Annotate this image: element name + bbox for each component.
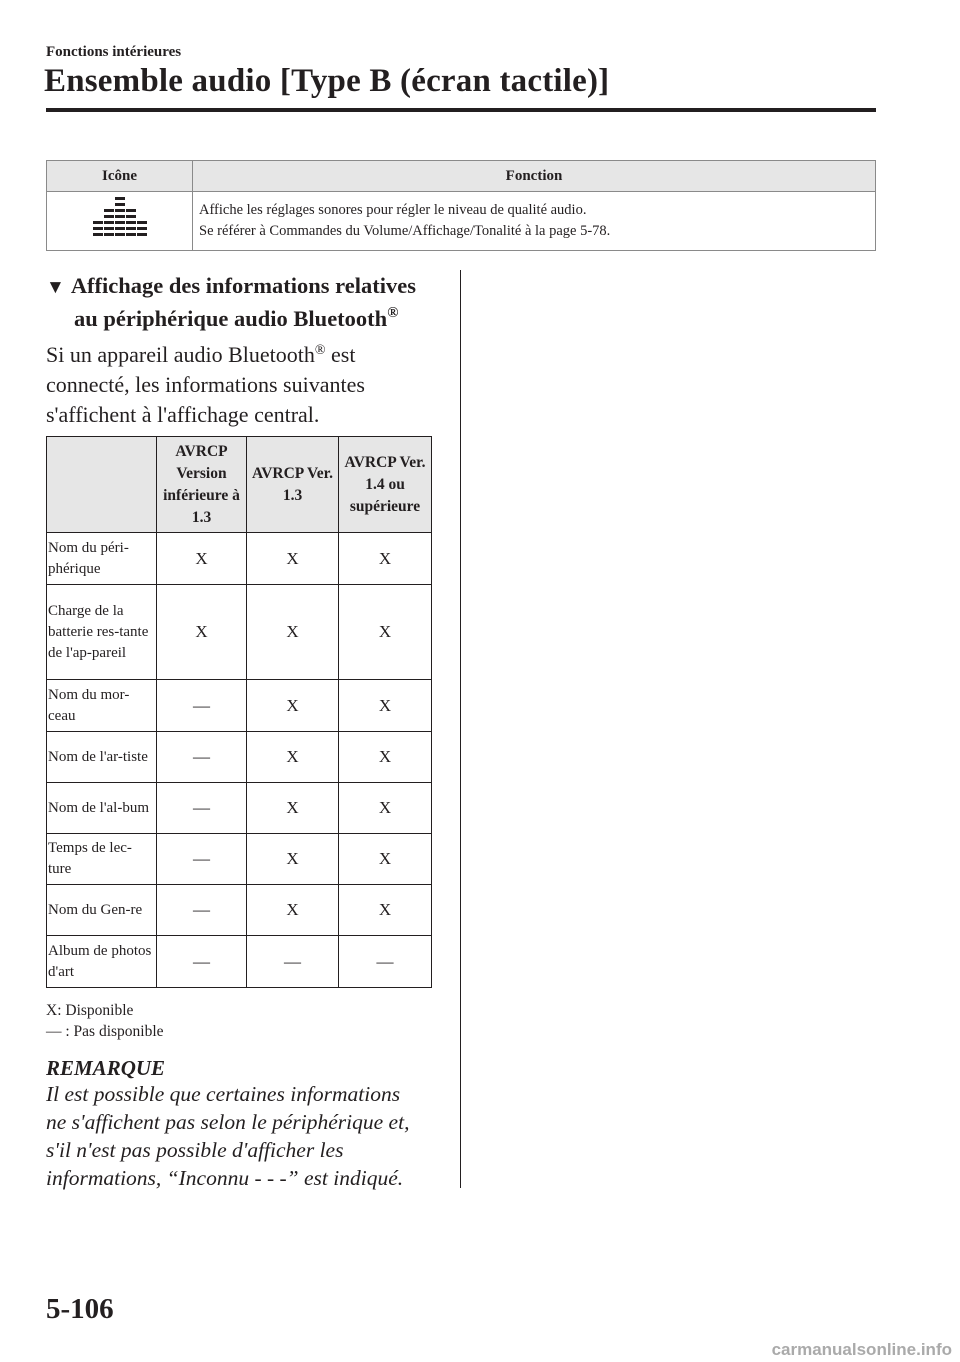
- row-label: Temps de lec-ture: [47, 834, 157, 885]
- row-label: Album de photos d'art: [47, 936, 157, 988]
- value-cell: —: [157, 783, 247, 834]
- column-divider: [460, 270, 461, 1188]
- column-header-icon: Icône: [47, 161, 193, 192]
- value-cell: —: [157, 885, 247, 936]
- watermark-link[interactable]: carmanualsonline.info: [771, 1340, 952, 1359]
- function-text-line1: Affiche les réglages sonores pour régler le niveau de qualité audio.: [199, 202, 587, 218]
- table-header-row: [47, 437, 432, 533]
- row-label: Nom de l'al-bum: [47, 783, 157, 834]
- value-cell: X: [247, 732, 339, 783]
- value-cell: X: [247, 585, 339, 680]
- intro-paragraph: [46, 340, 446, 430]
- availability-table: [46, 436, 432, 988]
- equalizer-icon: [93, 195, 147, 241]
- value-cell: —: [157, 834, 247, 885]
- column-header-avrcp-1-4-plus: AVRCP Ver. 1.4 ou supérieure: [339, 437, 432, 533]
- table-row: [47, 533, 432, 585]
- value-cell: X: [339, 783, 432, 834]
- value-cell: —: [157, 936, 247, 988]
- table-row: [47, 834, 432, 885]
- heading-line2: au périphérique audio Bluetooth: [74, 306, 388, 331]
- row-label: Nom du mor-ceau: [47, 680, 157, 732]
- legend-unavailable: — : Pas disponible: [46, 1023, 164, 1040]
- table-row: [47, 680, 432, 732]
- heading-marker: ▼: [46, 277, 65, 298]
- value-cell: X: [339, 585, 432, 680]
- value-cell: —: [157, 732, 247, 783]
- note-line2: ne s'affichent pas selon le périphérique et,: [46, 1110, 410, 1134]
- value-cell: X: [247, 834, 339, 885]
- registered-mark: ®: [387, 305, 399, 321]
- intro-line2: connecté, les informations suivantes: [46, 372, 365, 397]
- heading-line1: Affichage des informations relatives: [70, 273, 416, 298]
- row-label: Nom du Gen-re: [47, 885, 157, 936]
- table-header-row: [47, 161, 876, 192]
- row-label: Charge de la batterie res-tante de l'ap-pareil: [47, 585, 157, 680]
- legend-available: X: Disponible: [46, 1002, 134, 1019]
- value-cell: X: [157, 585, 247, 680]
- intro-registered-mark: ®: [314, 343, 326, 358]
- intro-line3: s'affichent à l'affichage central.: [46, 402, 320, 427]
- value-cell: X: [247, 680, 339, 732]
- table-row: [47, 192, 876, 251]
- value-cell: —: [339, 936, 432, 988]
- function-text-line2: Se référer à Commandes du Volume/Affichage/Tonalité à la page 5-78.: [199, 223, 611, 239]
- page-title: Ensemble audio [Type B (écran tactile)]: [44, 63, 610, 99]
- value-cell: X: [339, 732, 432, 783]
- note-line3: s'il n'est pas possible d'afficher les: [46, 1138, 344, 1162]
- title-rule: [46, 108, 876, 112]
- value-cell: X: [247, 885, 339, 936]
- table-row: [47, 783, 432, 834]
- icon-cell: [47, 192, 193, 251]
- column-header-function: Fonction: [193, 161, 876, 192]
- column-header-avrcp-below-1-3: AVRCP Version inférieure à 1.3: [157, 437, 247, 533]
- row-label: Nom du péri-phérique: [47, 533, 157, 585]
- note-line1: Il est possible que certaines informations: [46, 1082, 401, 1106]
- intro-text-a: Si un appareil audio Bluetooth: [46, 342, 315, 367]
- page-number: 5-106: [46, 1293, 114, 1325]
- section-heading: [46, 270, 456, 334]
- value-cell: X: [247, 783, 339, 834]
- table-row: [47, 885, 432, 936]
- table-legend: [46, 1000, 164, 1042]
- value-cell: X: [339, 680, 432, 732]
- value-cell: X: [339, 533, 432, 585]
- function-cell: [193, 192, 876, 251]
- icon-function-table: [46, 160, 876, 251]
- value-cell: X: [339, 834, 432, 885]
- table-row: [47, 936, 432, 988]
- intro-text-b: est: [325, 342, 356, 367]
- column-header-avrcp-1-3: AVRCP Ver. 1.3: [247, 437, 339, 533]
- value-cell: X: [247, 533, 339, 585]
- row-label: Nom de l'ar-tiste: [47, 732, 157, 783]
- column-header-empty: [47, 437, 157, 533]
- table-row: [47, 732, 432, 783]
- note-line4: informations, “Inconnu - - -” est indiqué.: [46, 1166, 404, 1190]
- value-cell: X: [339, 885, 432, 936]
- table-row: [47, 585, 432, 680]
- value-cell: —: [247, 936, 339, 988]
- note-text: [46, 1080, 456, 1192]
- section-label: Fonctions intérieures: [46, 44, 182, 60]
- note-title: REMARQUE: [46, 1056, 166, 1080]
- value-cell: X: [157, 533, 247, 585]
- value-cell: —: [157, 680, 247, 732]
